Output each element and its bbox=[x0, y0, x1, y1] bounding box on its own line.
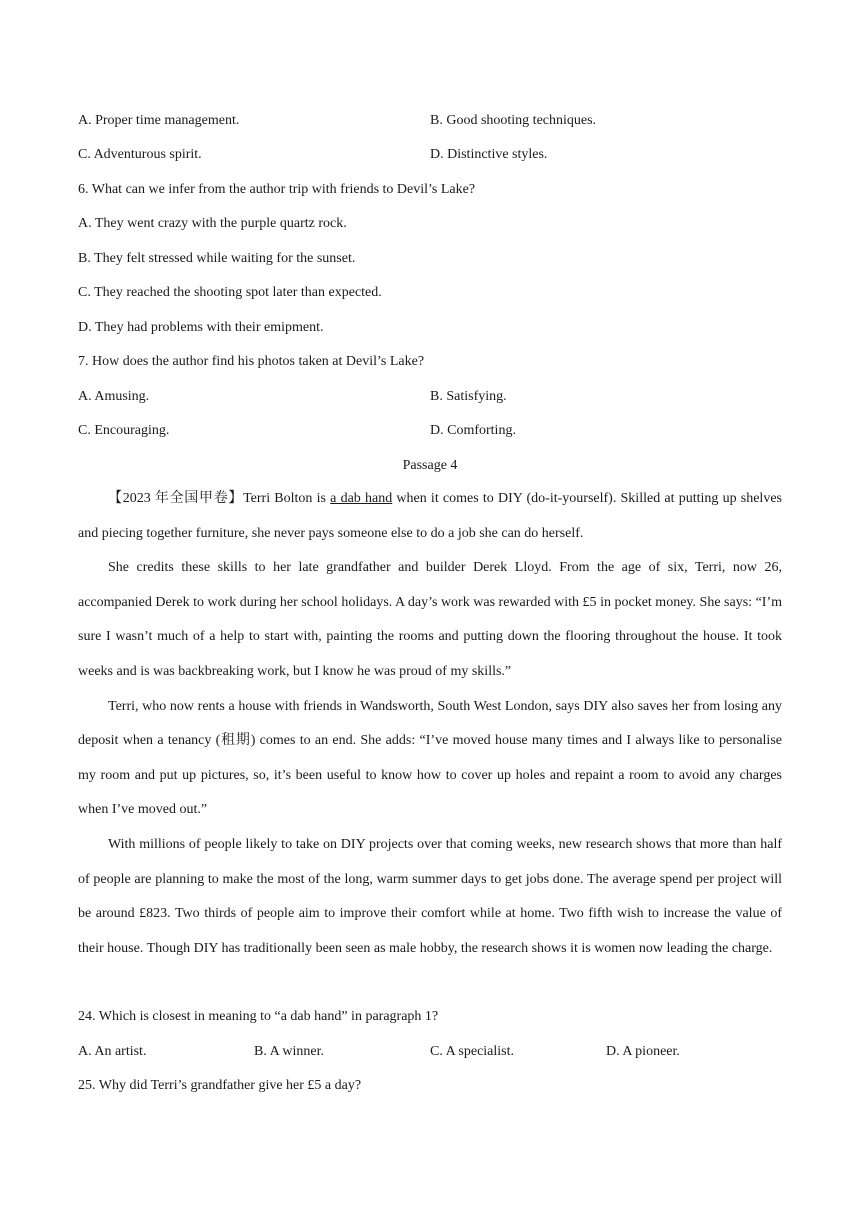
q7-option-a: A. Amusing. bbox=[78, 389, 150, 404]
q6-option-d: D. They had problems with their emipment. bbox=[78, 320, 324, 335]
q24-option-c: C. A specialist. bbox=[430, 1044, 514, 1059]
q5-option-c: C. Adventurous spirit. bbox=[78, 147, 202, 162]
q6-option-b: B. They felt stressed while waiting for the sunset. bbox=[78, 251, 356, 266]
underlined-phrase: a dab hand bbox=[330, 491, 393, 506]
source-tag: 【2023 年全国甲卷】 bbox=[108, 491, 244, 506]
q25-stem: 25. Why did Terri’s grandfather give her £5 a day? bbox=[78, 1078, 362, 1093]
paragraph-1-text-b: when it comes to DIY (do-it-yourself). Skilled at putting up shelves and piecing together furniture, she never pays someone else to do a job she can do herself. bbox=[78, 491, 782, 541]
q5-option-b: B. Good shooting techniques. bbox=[430, 113, 597, 128]
q24-option-a: A. An artist. bbox=[78, 1044, 147, 1059]
q6-option-c: C. They reached the shooting spot later than expected. bbox=[78, 285, 382, 300]
q7-option-b: B. Satisfying. bbox=[430, 389, 507, 404]
q6-option-a: A. They went crazy with the purple quartz rock. bbox=[78, 216, 347, 231]
q7-stem: 7. How does the author find his photos taken at Devil’s Lake? bbox=[78, 354, 425, 369]
q6-stem: 6. What can we infer from the author trip with friends to Devil’s Lake? bbox=[78, 182, 476, 197]
paragraph-1-text-a: Terri Bolton is bbox=[243, 491, 331, 506]
q24-option-b: B. A winner. bbox=[254, 1044, 325, 1059]
passage-title: Passage 4 bbox=[402, 458, 458, 473]
paragraph-2: She credits these skills to her late grandfather and builder Derek Lloyd. From the age of six, Terri, now 26, accompanied Derek to work during her school holidays. A day’s work was rewarded with £5 in pocket money. She says: “I’m sure I wasn’t much of a help to start with, painting the rooms and putting down the flooring throughout the house. It took weeks and is was backbreaking work, but I know he was proud of my skills.” bbox=[78, 560, 782, 679]
q24-stem: 24. Which is closest in meaning to “a dab hand” in paragraph 1? bbox=[78, 1009, 439, 1024]
paragraph-3: Terri, who now rents a house with friends in Wandsworth, South West London, says DIY also saves her from losing any deposit when a tenancy (租期) comes to an end. She adds: “I’ve moved house many times and I always like to personalise my room and put up pictures, so, it’s been useful to know how to cover up holes and repaint a room to avoid any charges when I’ve moved out.” bbox=[78, 698, 782, 818]
passage-body bbox=[78, 482, 782, 966]
q5-option-d: D. Distinctive styles. bbox=[430, 147, 548, 162]
paragraph-4: With millions of people likely to take on DIY projects over that coming weeks, new research shows that more than half of people are planning to make the most of the long, warm summer days to get jobs done. The average spend per project will be around £823. Two thirds of people aim to improve their comfort while at home. Two fifth wish to increase the value of their house. Though DIY has traditionally been seen as male hobby, the research shows it is women now leading the charge. bbox=[78, 836, 782, 956]
q7-option-c: C. Encouraging. bbox=[78, 423, 170, 438]
paragraph-1 bbox=[78, 482, 782, 551]
q7-option-d: D. Comforting. bbox=[430, 423, 516, 438]
q24-option-d: D. A pioneer. bbox=[606, 1044, 680, 1059]
q5-option-a: A. Proper time management. bbox=[78, 113, 240, 128]
